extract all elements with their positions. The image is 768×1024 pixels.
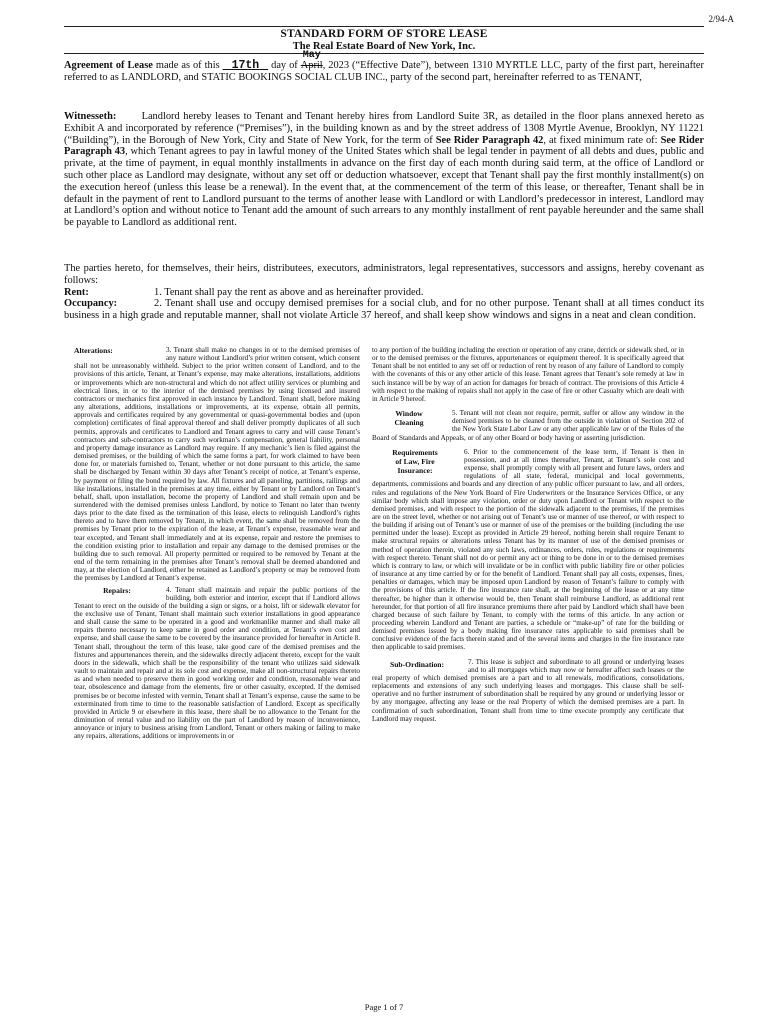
witnesseth-text-a: Landlord hereby leases to Tenant and Tenant hereby hires from Landlord Suite 3R, as detailed in the floor plans annexed hereto as Exhibit A and incorporated by reference (“Premises”), in the building known as and by the street address of 1308 Myrtle Avenue, Brooklyn, NY 11221 (“Building”), in the Borough of New York, City and State of New York, for the term of [64,111,704,146]
agreement-paragraph [64,50,704,84]
window-cleaning-heading-line1: Window [395,409,423,419]
repairs-heading: Repairs: [103,585,131,595]
witnesseth-label: Witnesseth: [64,111,117,122]
form-number: 2/94-A [708,14,734,24]
witnesseth-bold-a: See Rider Paragraph 42 [435,134,544,146]
section-requirements [372,448,684,652]
page-number: Page 1 of 7 [364,1002,404,1012]
window-cleaning-heading [372,409,452,427]
section-subordination [372,658,684,723]
section-repairs [74,586,360,741]
witnesseth-text-c: , which Tenant agrees to pay in lawful money of the United States which shall be legal tender in payment of all debts and dues, public and private, at the time of payment, in equal monthly installments in advance on the first day of each month during said term, at the office of Landlord or such other place as Landlord may designate, without any set off or deduction whatsoever, except that Tenant shall pay the first monthly installment(s) on the execution hereof (unless this lease be a renewal). In the event that, at the commencement of the term of this lease, or thereafter, Tenant shall be in default in the payment of rent to Landlord pursuant to the terms of another lease with Landlord or with Landlord’s predecessor in interest, Landlord may at Landlord’s option and without notice to Tenant add the amount of such arrears to any monthly installment of rent payable hereunder and the same shall be payable to Landlord as additional rent. [64,146,704,229]
witnesseth-text-b: , at fixed minimum rate of: [543,134,661,146]
witnesseth-paragraph [64,111,704,229]
requirements-heading-line2: of Law, Fire [395,456,435,466]
agreement-pre-day: made as of this [152,60,223,71]
witnesseth-bold-b: See Rider Paragraph 43 [64,134,705,158]
agreement-month-handwritten: May [302,50,321,61]
subordination-text: 7. This lease is subject and subordinate to all ground or underlying leases and to all mortgages which may now or hereafter affect such leases or the real property of which demised premises are a part and to all renewals, modifications, consolidations, replacements and extensions of any such underlying leases and mortgages. This clause shall be self-operative and no further instrument of subordination shall be required by any ground or underlying lessor or by any mortgagee, affecting any lease or the real Property of which the demised premises are a part. In confirmation of such subordination, Tenant shall from time to time execute promptly any certificate that Landlord may request. [372,657,684,723]
agreement-rest: , 2023 (“Effective Date”), between 1310 MYRTLE LLC, party of the first part, hereinafter referred to as LANDLORD, and STATIC BOOKINGS SOCIAL CLUB INC., party of the second part, hereinafter referred to as TENANT, [64,60,704,83]
covenant-occupancy-label: Occupancy: [64,298,118,310]
agreement-label: Agreement of Lease [64,60,153,71]
agreement-mid-day: day of [268,60,301,71]
document-title: STANDARD FORM OF STORE LEASE [280,28,488,40]
parties-text: The parties hereto, for themselves, their heirs, distributees, executors, administrators, legal representatives, successors and assigns, hereby covenant as follows: [64,263,704,286]
covenant-occupancy-text: 2. Tenant shall use and occupy demised premises for a social club, and for no other purpose. Tenant shall at all times conduct its business in a high grade and reputable manner, shall not violate Article 37 hereof, and shall keep show windows and signs in a neat and clean condition. [64,298,704,322]
covenant-rent-label: Rent: [64,286,89,298]
window-cleaning-heading-line2: Cleaning [394,418,424,428]
covenant-occupancy [64,298,704,322]
left-column [74,346,360,744]
subordination-heading: Sub-Ordination: [389,659,445,669]
window-cleaning-text: 5. Tenant will not clean nor require, permit, suffer or allow any window in the demised premises to be cleaned from the outside in violation of Section 202 of the New York State Labor Law or any other applicable law or of the Rules of the Board of Standards and Appeals, or of any other Board or body having or asserting jurisdiction. [372,409,684,442]
agreement-month-struck: April [300,60,323,71]
right-column [372,346,684,726]
agreement-day-filled: 17th [231,59,260,72]
repairs-text: 4. Tenant shall maintain and repair the public portions of the building, both exterior and interior, except that if Landlord allows Tenant to erect on the outside of the building a sign or signs, or a hoist, lift or sidewalk elevator for the exclusive use of Tenant, Tenant shall maintain such exterior installations in good appearance and shall cause the same to be operated in a good and workmanlike manner and shall make all repairs thereto necessary to keep same in good order and condition, at Tenant’s own cost and expense, and shall cause the same to be covered by the insurance provided for hereafter in Article 8. Tenant shall, throughout the term of this lease, take good care of the demised premises and the fixtures and appurtenances therein, and the sidewalks directly adjacent thereto, except for the vault doors in the sidewalk, which shall be the responsibility of the tenant who utilizes said sidewalk vault to maintain and repair and at its sole cost and expense, make all non-structural repairs thereto as and when needed to preserve them in good working order and condition, reasonable wear and tear, obsolescence and damage from the elements, fire or other casualty, excepted. If the demised premises be or become infested with vermin, Tenant shall at Tenant’s expense, cause the same to be exterminated from time to time to the reasonable satisfaction of Landlord. Except as specifically provided in Article 9 or elsewhere in this lease, there shall be no allowance to the Tenant for the diminution of rental value and no liability on the part of Landlord by reason of inconvenience, annoyance or injury to business arising from Landlord, Tenant or others making or failing to make any repairs, alterations, additions or improvements in or [74,585,360,741]
covenant-rent [64,287,704,299]
requirements-heading-line3: Insurance: [397,465,433,475]
alterations-text: 3. Tenant shall make no changes in or to the demised premises of any nature without Landlord’s prior written consent, which consent shall not be unreasonably withheld. Subject to the prior written consent of Landlord, and to the provisions of this article, Tenant, at Tenant’s expense, may make alterations, installations, additions or improvements which are non-structural and which do not affect utility services or plumbing and electrical lines, in or to the interior of the demised premises by using licensed and insured contractors or mechanics first approved in each instance by Landlord. Tenant shall, before making any alterations, additions, installations or improvements, at its expense, obtain all permits, approvals and certificates required by any governmental or quasi-governmental bodies and (upon completion) certificates of final approval thereof and shall deliver promptly duplicates of all such permits, approvals and certificates to Landlord and Tenant agrees to carry and will cause Tenant’s contractors and sub-contractors to carry such workman’s compensation, general liability, personal and property damage insurance as Landlord may require. If any mechanic’s lien is filed against the demised premises, or the building of which the same forms a part, for work claimed to have been done for, or materials furnished to, Tenant, whether or not done pursuant to this article, the same shall be discharged by Tenant within 30 days after Tenant’s receipt of notice, at Tenant’s expense, by payment or filing the bond required by law. All fixtures and all paneling, partitions, railings and like installations, installed in the premises at any time, either by Tenant or by Landlord on Tenant’s behalf, shall, upon installation, become the property of Landlord and shall remain upon and be surrendered with the demised premises unless Landlord, by notice to Tenant no later than twenty days prior to the date fixed as the termination of this lease, elects to relinquish Landlord’s rights thereto and to have them removed by Tenant, in which event, the same shall be removed from the premises by Tenant prior to the expiration of the lease, at Tenant’s expense, reasonable wear and tear excepted, and Tenant shall immediately and at its expense, repair and restore the premises to the condition existing prior to installation and repair any damage to the demised premises or the building due to such removal. All property permitted or required to be removed by Tenant at the end of the term remaining in the premises after Tenant’s removal shall be deemed abandoned and may, at the election of Landlord, either be retained as Landlord’s property or may be removed from the premises by Landlord at Tenant’s expense. [74,346,360,583]
covenant-rent-text: 1. Tenant shall pay the rent as above and as hereinafter provided. [154,286,424,298]
section-alterations [74,346,360,583]
requirements-text: 6. Prior to the commencement of the lease term, if Tenant is then in possession, and at all times thereafter, Tenant, at Tenant’s sole cost and expense, shall promptly comply with all present and future laws, orders and regulations of all state, federal, municipal and local governments, departments, commissions and boards and any direction of any public officer pursuant to law, and all orders, rules and regulations of the New York Board of Fire Underwriters or the Insurance Services Office, or any similar body which shall impose any violation, order or duty upon Landlord or Tenant with respect to the demised premises, and with respect to the portion of the sidewalk adjacent to the premises, if the premises are on the street level, whether or not arising out of Tenant’s use or manner of use thereof, or with respect to the building if arising out of Tenant’s use or manner of use of the premises or the building (including the use permitted under the lease). Except as provided in Article 29 hereof, nothing herein shall require Tenant to make structural repairs or alterations unless Tenant has by its manner of use of the demised premises or method of operation therein, violated any such laws, ordinances, orders, rules, regulations or requirements with respect thereto. Tenant shall not do or permit any act or thing to be done in or to the demised premises which is contrary to law, or which will invalidate or be in conflict with public liability fire or other policies of insurance at any time carried by or for the benefit of Landlord. Tenant shall pay all costs, expenses, fines, penalties or damages, which may be imposed upon Landlord by reason of Tenant’s failure to comply with the provisions of this article. If the fire insurance rate shall, at the beginning of the lease or at any time thereafter, be higher than it otherwise would be, then Tenant shall reimburse Landlord, as additional rent hereunder, for that portion of all fire insurance premiums there after paid by Landlord which shall have been charged because of such failure by Tenant, to comply with the terms of this article. In any action or proceeding wherein Landlord and Tenant are parties, a schedule or “make-up” of rate for the building or demised premises issued by a body making fire insurance rates applicable to said premises shall be conclusive evidence of the facts therein stated and of the several items and charges in the fire insurance rate then applicable to said premises. [372,447,684,652]
requirements-heading [372,448,464,475]
section-repairs-continued [372,346,684,403]
document-subtitle: The Real Estate Board of New York, Inc. [292,41,476,52]
document-header [64,26,704,54]
alterations-heading: Alterations: [74,346,113,355]
repairs-continued-text: to any portion of the building including the erection or operation of any crane, derrick or sidewalk shed, or in or to the demised premises or the fixtures, appurtenances or equipment thereof. It is specifically agreed that Tenant shall be not entitled to any set off or reduction of rent by reason of any failure of Landlord to comply with the covenants of this or any other article of this lease. Tenant agrees that Tenant’s sole remedy at law in such instance will be by way of an action for damages for breach of contract. The provisions of this Article 4 with respect to the making of repairs shall not apply in the case of fire or other Casualty which are dealt with in Article 9 hereof. [372,346,684,403]
requirements-heading-line1: Requirements [392,447,438,457]
section-window-cleaning [372,409,684,442]
parties-paragraph [64,263,704,322]
